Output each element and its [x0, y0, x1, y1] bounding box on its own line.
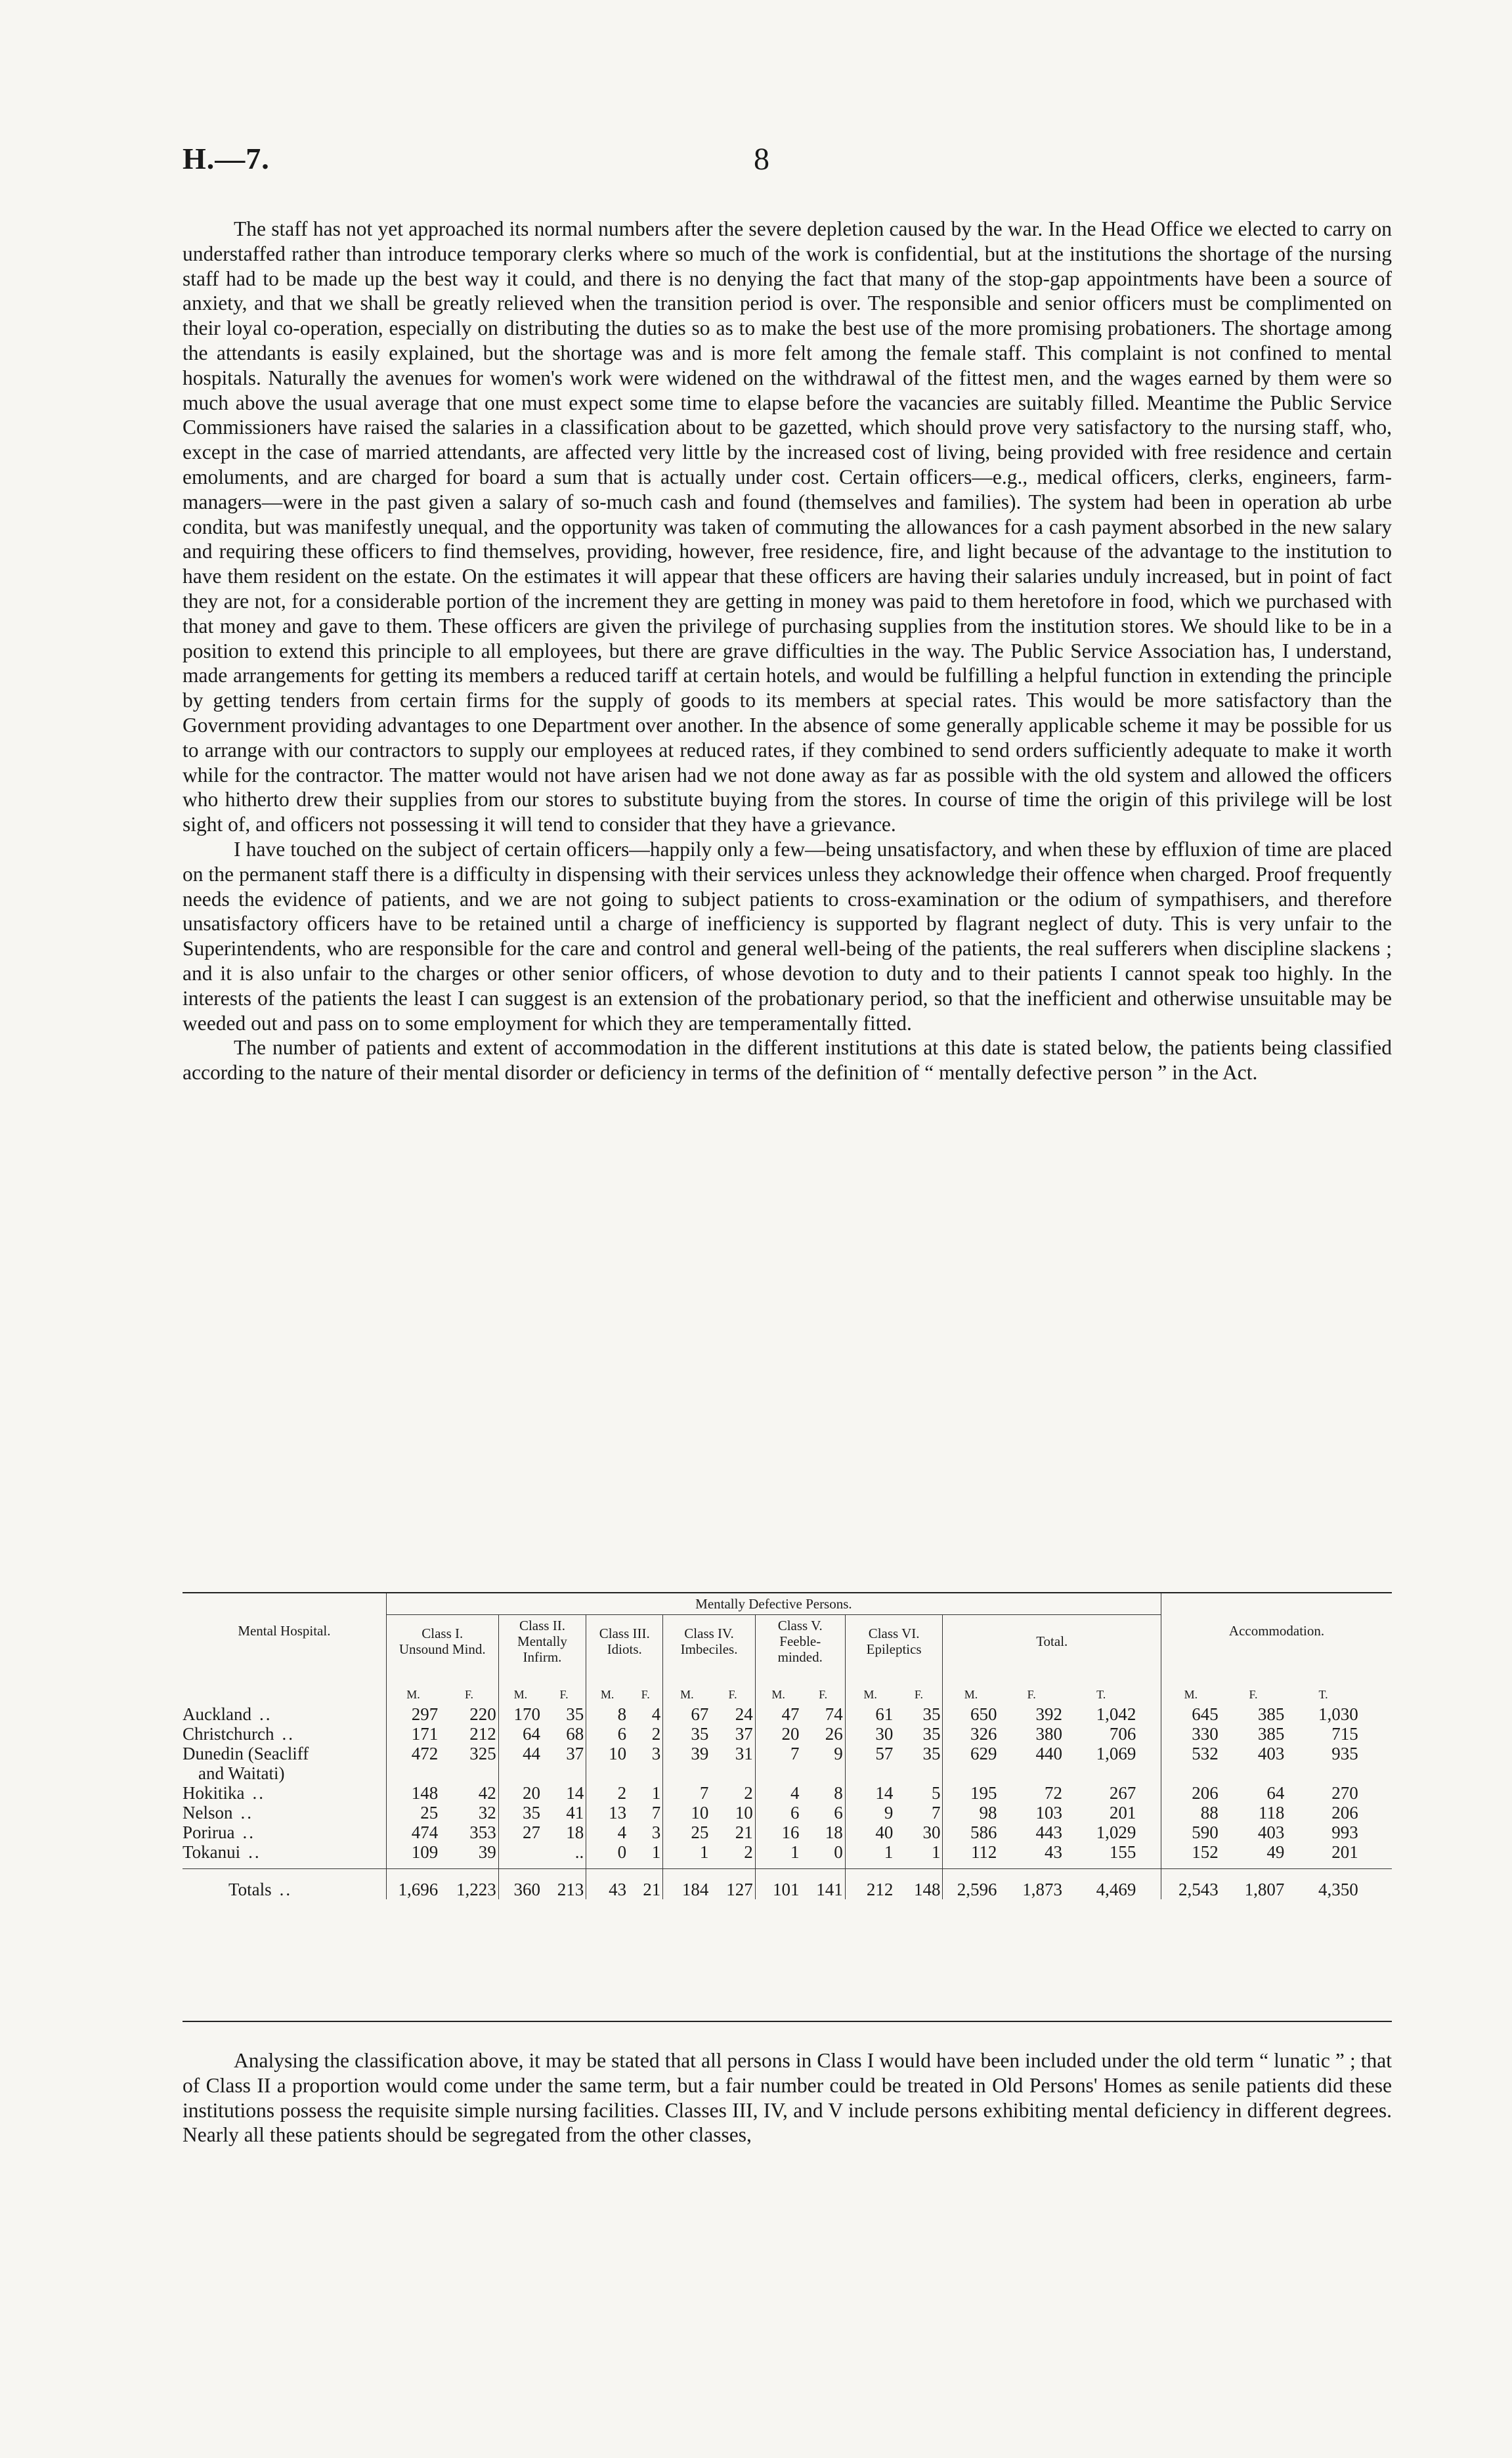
totals-label: Totals .. [183, 1869, 386, 1900]
hospital-name: Porirua .. [183, 1822, 255, 1842]
paragraph-analysis: Analysing the classification above, it may be stated that all persons in Class I would have been included under the old term “ lunatic ” ; that of Class II a proportion would come under the same term, but a fair number could be treated in Old Persons' Homes as senile patients did these institutions possess the requisite simple nursing facilities. Classes III, IV, and V include persons exhibiting mental deficiency in different degrees. Nearly all these patients should be segregated from the other classes, [183, 2049, 1392, 2147]
table-row-continuation [183, 1763, 1392, 1783]
hospital-name: Nelson .. [183, 1803, 253, 1822]
table-totals-row: Totals .. 1,696 1,223 360 213 43 21 184 127 101 141 212 148 2,596 1,873 4,469 2,543 1,807 4,350 [183, 1869, 1392, 1900]
table-row: Tokanui .. 109 39 .. 0 1 1 2 1 0 1 1 112 43 155 152 49 201 [183, 1842, 1392, 1869]
header-mentally-defective-persons: Mentally Defective Persons. [386, 1593, 1161, 1615]
table-row: Auckland .. 297 220 170 35 8 4 67 24 47 74 61 35 650 392 1,042 645 385 1,030 [183, 1704, 1358, 1724]
patients-accommodation-table [183, 1592, 1392, 1899]
document-reference: H.—7. [183, 142, 270, 175]
header-class-1: Class I. Unsound Mind. [386, 1615, 498, 1668]
header-class-6: Class VI. Epileptics [845, 1615, 943, 1668]
header-accommodation: Accommodation. [1161, 1593, 1392, 1668]
patients-table-wrap [183, 1592, 1392, 1899]
body-text-upper [183, 217, 1392, 1085]
header-total: Total. [943, 1615, 1161, 1668]
paragraph-unsatisfactory-officers: I have touched on the subject of certain officers—happily only a few—being unsatisfactory, and when these by effluxion of time are placed on the permanent staff there is a difficulty in dispensing with their services unless they acknowledge their offence when charged. Proof frequently needs the evidence of patients, and we are not going to subject patients to cross-examination or the odium of sympathisers, and therefore unsatisfactory officers have to be retained until a charge of inefficiency is supported by flagrant neglect of duty. This is very unfair to the Superintendents, who are responsible for the care and control and general well-being of the patients, the real sufferers when discipline slackens ; and it is also unfair to the charges or other senior officers, of whose devotion to duty and to their patients I cannot speak too highly. In the interests of the patients the least I can suggest is an extension of the probationary period, so that the inefficient and otherwise unsuitable may be weeded out and pass on to some employment for which they are temperamentally fitted. [183, 837, 1392, 1035]
header-class-4: Class IV. Imbeciles. [663, 1615, 756, 1668]
table-bottom-rule [183, 2021, 1392, 2022]
table-row: Dunedin (Seacliff 472 325 44 37 10 3 39 31 7 9 57 35 629 440 1,069 532 403 935 [183, 1744, 1358, 1763]
table-row: Christchurch .. 171 212 64 68 6 2 35 37 20 26 30 35 326 380 706 330 385 715 [183, 1724, 1358, 1744]
paragraph-table-intro: The number of patients and extent of accommodation in the different institutions at this date is stated below, the patients being classified according to the nature of their mental disorder or deficiency in terms of the definition of “ mentally defective person ” in the Act. [183, 1036, 1392, 1085]
table-row: Nelson .. 25 32 35 41 13 7 10 10 6 6 9 7 98 103 201 88 118 206 [183, 1803, 1358, 1822]
paragraph-staff: The staff has not yet approached its normal numbers after the severe depletion caused by the war. In the Head Office we elected to carry on understaffed rather than introduce temporary clerks where so much of the work is confidential, but at the institutions the shortage of the nursing staff had to be made up the best way it could, and there is no denying the fact that many of the stop-gap appointments have been a source of anxiety, and that we shall be greatly relieved when the transition period is over. The responsible and senior officers must be complimented on their loyal co-operation, especially on distributing the duties so as to make the best use of the more promising probationers. The shortage among the attendants is easily explained, but the shortage was and is more felt among the female staff. This complaint is not confined to mental hospitals. Naturally the avenues for women's work were widened on the withdrawal of the fittest men, and the wages earned by them were so much above the usual average that one must expect some time to elapse before the vacancies are suitably filled. Meantime the Public Service Commissioners have raised the salaries in a classification about to be gazetted, which should prove very satisfactory to the nursing staff, who, except in the case of married attendants, are affected very little by the increased cost of living, being provided with free residence and certain emoluments, and are charged for board a sum that is actually under cost. Certain officers—e.g., medical officers, clerks, engineers, farm-managers—were in the past given a salary of so-much cash and found (themselves and families). The system had been in operation ab urbe condita, but was manifestly unequal, and the opportunity was taken of commuting the allowances for a cash payment absorbed in the new salary and requiring these officers to find themselves, providing, however, free residence, fire, and light because of the advantage to the institution to have them resident on the estate. On the estimates it will appear that these officers are having their salaries unduly increased, but in point of fact they are not, for a considerable portion of the increment they are getting in money was paid to them heretofore in food, which we purchased with that money and gave to them. These officers are given the privilege of purchasing supplies from the institution stores. We should like to be in a position to extend this principle to all employees, but there are grave difficulties in the way. The Public Service Association has, I understand, made arrangements for getting its members a reduced tariff at certain hotels, and would be fulfilling a helpful function in extending the principle by getting tenders from certain firms for the supply of goods to its members at special rates. This would be more satisfactory than the Government providing advantages to one Department over another. In the absence of some generally applicable scheme it may be possible for us to arrange with our contractors to supply our employees at reduced rates, if they combined to send orders sufficiently adequate to make it worth while for the contractor. The matter would not have arisen had we not done away as far as possible with the old system and allowed the officers who hitherto drew their supplies from our stores to substitute buying from the stores. In course of time the origin of this privilege will be lost sight of, and officers not possessing it will tend to consider that they have a grievance. [183, 217, 1392, 836]
sub-header-row: M. F. M. F. M. F. M. F. M. F. M. F. M. F. T. M. F. T. [183, 1668, 1392, 1704]
hospital-name: Christchurch .. [183, 1724, 295, 1744]
table-row: Porirua .. 474 353 27 18 4 3 25 21 16 18 40 30 586 443 1,029 590 403 993 [183, 1822, 1358, 1842]
header-class-3: Class III. Idiots. [586, 1615, 663, 1668]
hospital-name: Auckland .. [183, 1704, 272, 1724]
body-text-lower [183, 2048, 1392, 2147]
hospital-name: Tokanui .. [183, 1842, 261, 1862]
hospital-name-continued: and Waitati) [198, 1763, 285, 1783]
hospital-name: Hokitika .. [183, 1783, 265, 1803]
table-row: Hokitika .. 148 42 20 14 2 1 7 2 4 8 14 5 195 72 267 206 64 270 [183, 1783, 1358, 1803]
header-class-2: Class II. Mentally Infirm. [498, 1615, 586, 1668]
hospital-name: Dunedin (Seacliff [183, 1744, 309, 1763]
page-number: 8 [754, 142, 769, 177]
header-class-5: Class V. Feeble- minded. [755, 1615, 845, 1668]
header-mental-hospital: Mental Hospital. [183, 1593, 386, 1668]
page-header [183, 141, 1391, 187]
